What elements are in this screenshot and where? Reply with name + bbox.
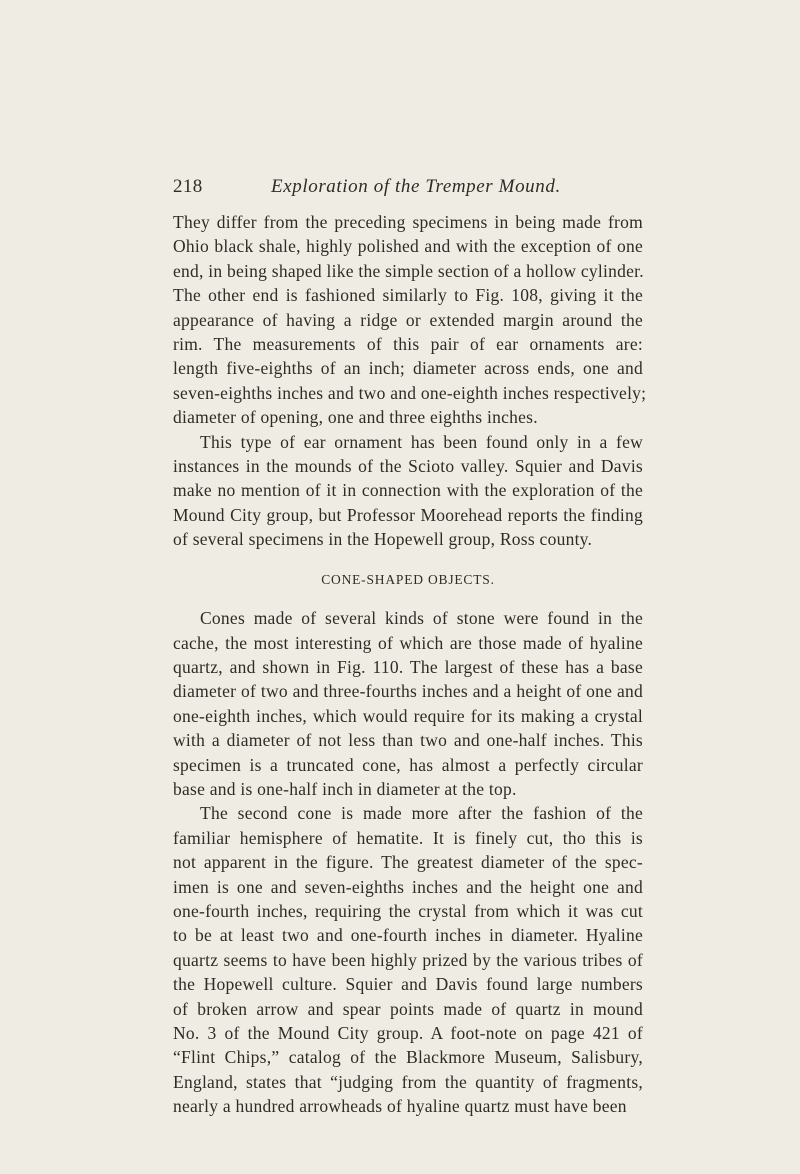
text-line: cache, the most interesting of which are those made of hyaline (173, 632, 643, 653)
text-line: nearly a hundred arrowheads of hyaline quartz must have been (173, 1096, 627, 1117)
text-line: imen is one and seven-eighths inches and the height one and (173, 876, 643, 897)
paragraph (173, 210, 647, 430)
text-line: England, states that “judging from the quantity of fragments, (173, 1071, 643, 1092)
text-line: Ohio black shale, highly polished and with the exception of one (173, 236, 643, 257)
text-line: not apparent in the figure. The greatest diameter of the spec- (173, 852, 643, 873)
paragraph (173, 606, 643, 801)
text-line: end, in being shaped like the simple section of a hollow cylinder. (173, 260, 644, 281)
paragraph (173, 430, 643, 552)
text-line: specimen is a truncated cone, has almost a perfectly circular (173, 754, 643, 775)
text-line: appearance of having a ridge or extended margin around the (173, 309, 643, 330)
text-line: one-fourth inches, requiring the crystal from which it was cut (173, 900, 643, 921)
paragraphs-before-heading (173, 210, 647, 552)
text-line: quartz seems to have been highly prized by the various tribes of (173, 949, 643, 970)
text-line: make no mention of it in connection with the exploration of the (173, 480, 643, 501)
text-line: Mound City group, but Professor Moorehead reports the finding (173, 504, 643, 525)
text-line: rim. The measurements of this pair of ear ornaments are: (173, 334, 643, 355)
text-line: base and is one-half inch in diameter at the top. (173, 778, 517, 799)
text-line: length five-eighths of an inch; diameter across ends, one and (173, 358, 643, 379)
text-line: the Hopewell culture. Squier and Davis found large numbers (173, 974, 643, 995)
text-line: This type of ear ornament has been found only in a few (200, 431, 643, 452)
text-line: “Flint Chips,” catalog of the Blackmore Museum, Salisbury, (173, 1047, 643, 1068)
text-line: of broken arrow and spear points made of quartz in mound (173, 998, 643, 1019)
text-line: with a diameter of not less than two and one-half inches. This (173, 730, 643, 751)
text-line: seven-eighths inches and two and one-eighth inches respectively; (173, 382, 647, 403)
text-line: Cones made of several kinds of stone were found in the (200, 608, 643, 629)
running-title: Exploration of the Tremper Mound. (271, 176, 561, 197)
text-line: The second cone is made more after the fashion of the (200, 803, 643, 824)
text-line: to be at least two and one-fourth inches in diameter. Hyaline (173, 925, 643, 946)
paragraphs-after-heading (173, 606, 643, 1119)
text-line: instances in the mounds of the Scioto valley. Squier and Davis (173, 456, 643, 477)
text-line: diameter of opening, one and three eighths inches. (173, 407, 538, 428)
section-heading: CONE-SHAPED OBJECTS. (321, 571, 495, 587)
text-line: one-eighth inches, which would require for its making a crystal (173, 705, 643, 726)
page-number: 218 (173, 176, 203, 197)
paragraph (173, 801, 643, 1118)
text-line: The other end is fashioned similarly to Fig. 108, giving it the (173, 285, 643, 306)
text-line: No. 3 of the Mound City group. A foot-note on page 421 of (173, 1023, 643, 1043)
text-line: diameter of two and three-fourths inches and a height of one and (173, 681, 643, 702)
text-line: familiar hemisphere of hematite. It is finely cut, tho this is (173, 827, 643, 848)
text-line: They differ from the preceding specimens in being made from (173, 212, 643, 232)
text-line: of several specimens in the Hopewell group, Ross county. (173, 529, 593, 550)
text-line: quartz, and shown in Fig. 110. The largest of these has a base (173, 656, 643, 677)
body-text (173, 210, 647, 1119)
